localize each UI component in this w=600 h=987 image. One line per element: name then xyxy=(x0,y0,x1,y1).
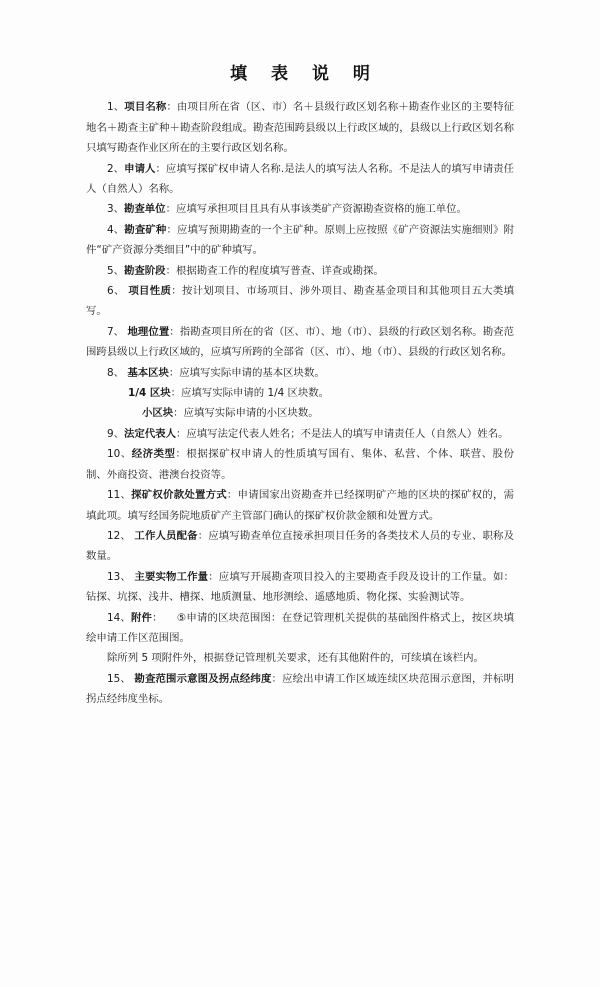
instruction-item-15 xyxy=(86,669,514,710)
item-label-13: 主要实物工作量 xyxy=(134,570,209,583)
instruction-item-5 xyxy=(86,261,514,281)
item-label-12: 工作人员配备 xyxy=(134,529,198,542)
item-text-14: 申请的区块范围图：在登记管理机关提供的基础图件格式上，按区块填绘申请工作区范围图。 xyxy=(86,611,514,644)
item-number-13: 13、 xyxy=(107,570,135,583)
instruction-item-10 xyxy=(86,444,514,485)
instruction-item-11 xyxy=(86,485,514,526)
item-number-5: 5、 xyxy=(107,264,125,277)
instruction-item-7 xyxy=(86,322,514,363)
item-label-9: 法定代表人 xyxy=(124,427,176,440)
item-text-9: ：应填写法定代表人姓名；不是法人的填写申请责任人（自然人）姓名。 xyxy=(175,427,509,440)
item-label-10: 经济类型 xyxy=(131,448,176,461)
item-label-5: 勘查阶段 xyxy=(124,264,166,277)
item-text-13: ：应填写开展勘查项目投入的主要勘查手段及设计的工作量。如：钻探、坑探、浅井、槽探、地质测量、地形测绘、遥感地质、物化探、实验测试等。 xyxy=(86,570,514,604)
item-label-14: 附件 xyxy=(130,611,153,624)
item-text-15: ：应绘出申请工作区域连续区块范围示意图，并标明拐点经纬度坐标。 xyxy=(86,672,514,706)
instruction-item-12 xyxy=(86,526,514,567)
instruction-item-8-sub-quarter-block xyxy=(86,383,514,403)
instruction-item-4 xyxy=(86,220,514,261)
item-text-3: ：应填写承担项目且具有从事该类矿产资源勘查资格的施工单位。 xyxy=(165,203,467,216)
instruction-item-3 xyxy=(86,199,514,219)
item-number-12: 12、 xyxy=(107,529,135,542)
instruction-item-6 xyxy=(86,281,514,322)
instruction-item-8-sub-small-block xyxy=(86,403,514,423)
item-text-8: ：应填写实际申请的基本区块数。 xyxy=(168,366,325,379)
circled-five-icon: ⑤ xyxy=(176,611,187,624)
item-number-10: 10、 xyxy=(107,448,132,461)
item-label-6: 项目性质 xyxy=(128,285,172,298)
item-label-3: 勘查单位 xyxy=(124,203,166,216)
item-label-8a: 1/4 区块 xyxy=(128,387,171,400)
item-colon-14: ： xyxy=(152,611,163,624)
item-text-2: ：应填写探矿权申请人名称.是法人的填写法人名称。不是法人的填写申请责任人（自然人）名称。 xyxy=(86,162,514,196)
item-number-4: 4、 xyxy=(107,223,125,236)
instruction-item-2 xyxy=(86,159,514,200)
item-text-12: ：应填写勘查单位直接承担项目任务的各类技术人员的专业、职称及数量。 xyxy=(86,529,514,563)
instructions-body xyxy=(0,84,600,709)
instruction-item-8 xyxy=(86,363,514,383)
item-text-6: ：按计划项目、市场项目、涉外项目、勘查基金项目和其他项目五大类填写。 xyxy=(86,285,515,318)
item-text-4: ：应填写预期勘查的一个主矿种。原则上应按照《矿产资源法实施细则》附件“矿产资源分类细目”中的矿种填写。 xyxy=(86,223,514,257)
item-label-8b: 小区块 xyxy=(142,407,174,420)
item-number-15: 15、 xyxy=(107,672,135,685)
instruction-item-14 xyxy=(86,608,514,649)
item-text-8a: ：应填写实际申请的 1/4 区块数。 xyxy=(170,387,330,400)
item-text-8b: ：应填写实际申请的小区块数。 xyxy=(173,407,319,420)
item-number-2: 2、 xyxy=(107,162,125,175)
item-text-5: ：根据勘查工作的程度填写普查、详查或勘探。 xyxy=(165,264,384,277)
item-label-11: 探矿权价款处置方式 xyxy=(131,489,227,502)
item-label-8: 基本区块 xyxy=(127,366,169,379)
item-label-7: 地理位置 xyxy=(127,325,170,338)
item-label-15: 勘查范围示意图及拐点经纬度 xyxy=(134,672,272,685)
item-number-8: 8、 xyxy=(107,366,128,379)
item-text-11: ：申请国家出资勘查并已经探明矿产地的区块的探矿权的，需填此项。填写经国务院地质矿产主管部门确认的探矿权价款金额和处置方式。 xyxy=(86,489,514,522)
item-text-1: ：由项目所在省（区、市）名＋县级行政区划名称＋勘查作业区的主要特征地名＋勘查主矿种＋勘查阶段组成。勘查范围跨县级以上行政区域的，县级以上行政区划名称只填写勘查作业区所在的主要行政区划名称。 xyxy=(86,101,514,155)
instruction-item-1 xyxy=(86,97,514,158)
item-label-2: 申请人 xyxy=(124,162,156,175)
item-number-7: 7、 xyxy=(107,325,128,338)
instruction-item-13 xyxy=(86,567,514,608)
item-text-10: ：根据探矿权申请人的性质填写国有、集体、私营、个体、联营、股份制、外商投资、港澳台投资等。 xyxy=(86,448,515,481)
instruction-item-14-note: 除所列 5 项附件外，根据登记管理机关要求，还有其他附件的，可续填在该栏内。 xyxy=(107,652,484,665)
instruction-item-9 xyxy=(86,424,514,444)
item-number-9: 9、 xyxy=(107,427,125,440)
item-number-14: 14、 xyxy=(107,611,131,624)
item-number-11: 11、 xyxy=(107,489,132,502)
item-number-1: 1、 xyxy=(107,101,125,114)
item-label-1: 项目名称 xyxy=(124,101,167,114)
page-title: 填 表 说 明 xyxy=(230,64,379,84)
item-text-7: ：指勘查项目所在的省（区、市）、地（市）、县级的行政区划名称。勘查范围跨县级以上行政区域的，应填写所跨的全部省（区、市）、地（市）、县级的行政区划名称。 xyxy=(86,325,515,359)
item-number-6: 6、 xyxy=(107,285,129,298)
item-label-4: 勘查矿种 xyxy=(124,223,167,236)
item-number-3: 3、 xyxy=(107,203,125,216)
